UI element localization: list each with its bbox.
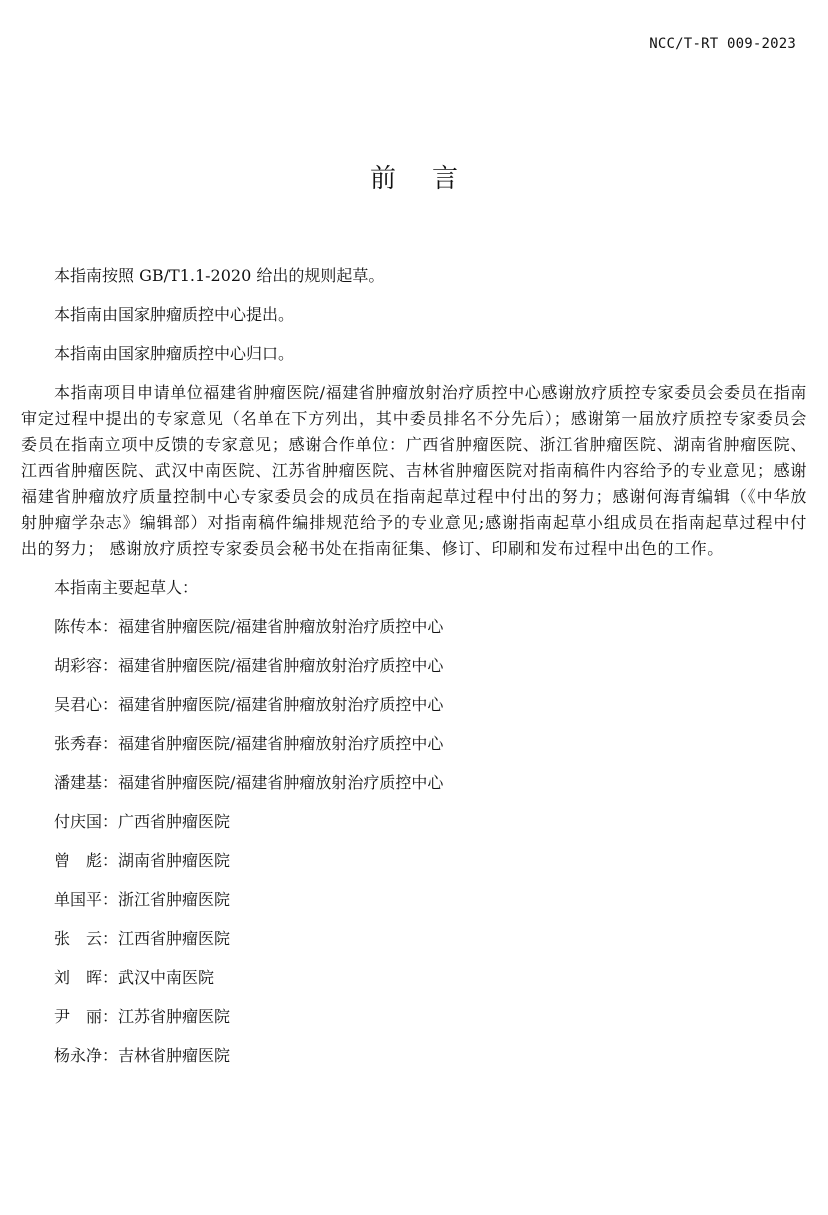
drafter-org: 江苏省肿瘤医院 [118, 1007, 231, 1026]
document-body [21, 263, 807, 1082]
drafter-name: 付庆国： [54, 812, 119, 831]
drafter-item [21, 809, 807, 835]
drafter-item [21, 614, 807, 640]
drafter-name: 张秀春： [54, 734, 119, 753]
drafter-item [21, 965, 807, 991]
drafter-name: 陈传本： [54, 617, 119, 636]
drafter-org: 湖南省肿瘤医院 [118, 851, 231, 870]
drafter-name: 单国平： [54, 890, 119, 909]
drafter-name: 张 云： [54, 929, 119, 948]
drafter-item [21, 1043, 807, 1069]
drafter-org: 吉林省肿瘤医院 [118, 1046, 231, 1065]
drafter-org: 福建省肿瘤医院/福建省肿瘤放射治疗质控中心 [118, 773, 444, 792]
drafter-item [21, 1004, 807, 1030]
drafter-list [21, 614, 807, 1069]
paragraph-drafting-rules: 本指南按照 GB/T1.1-2020 给出的规则起草。 [54, 266, 385, 285]
drafter-item [21, 848, 807, 874]
paragraph-drafters-heading: 本指南主要起草人： [54, 578, 199, 597]
drafter-item [21, 887, 807, 913]
drafter-item [21, 926, 807, 952]
drafter-org: 江西省肿瘤医院 [118, 929, 231, 948]
drafter-org: 广西省肿瘤医院 [118, 812, 231, 831]
drafter-item [21, 653, 807, 679]
drafter-name: 曾 彪： [54, 851, 119, 870]
paragraph-managed-by: 本指南由国家肿瘤质控中心归口。 [54, 344, 295, 363]
drafter-name: 吴君心： [54, 695, 119, 714]
drafter-name: 尹 丽： [54, 1007, 119, 1026]
page-title: 前言 [369, 164, 494, 194]
drafter-org: 福建省肿瘤医院/福建省肿瘤放射治疗质控中心 [118, 695, 444, 714]
drafter-org: 福建省肿瘤医院/福建省肿瘤放射治疗质控中心 [118, 656, 444, 675]
drafter-item [21, 692, 807, 718]
drafter-name: 刘 晖： [54, 968, 119, 987]
drafter-item [21, 731, 807, 757]
drafter-org: 武汉中南医院 [118, 968, 215, 987]
paragraph-acknowledgements: 本指南项目申请单位福建省肿瘤医院/福建省肿瘤放射治疗质控中心感谢放疗质控专家委员会委员在指南审定过程中提出的专家意见（名单在下方列出，其中委员排名不分先后）；感谢第一届放疗质控专家委员会委员在指南立项中反馈的专家意见；感谢合作单位：广西省肿瘤医院、浙江省肿瘤医院、湖南省肿瘤医院、江西省肿瘤医院、武汉中南医院、江苏省肿瘤医院、吉林省肿瘤医院对指南稿件内容给予的专业意见；感谢福建省肿瘤放疗质量控制中心专家委员会的成员在指南起草过程中付出的努力；感谢何海青编辑（《中华放射肿瘤学杂志》编辑部）对指南稿件编排规范给予的专业意见;感谢指南起草小组成员在指南起草过程中付出的努力； 感谢放疗质控专家委员会秘书处在指南征集、修订、印刷和发布过程中出色的工作。 [21, 383, 807, 558]
drafter-item [21, 770, 807, 796]
drafter-org: 福建省肿瘤医院/福建省肿瘤放射治疗质控中心 [118, 617, 444, 636]
drafter-org: 福建省肿瘤医院/福建省肿瘤放射治疗质控中心 [118, 734, 444, 753]
paragraph-proposed-by: 本指南由国家肿瘤质控中心提出。 [54, 305, 295, 324]
drafter-name: 杨永净： [54, 1046, 119, 1065]
drafter-name: 胡彩容： [54, 656, 119, 675]
drafter-name: 潘建基： [54, 773, 119, 792]
document-code: NCC/T-RT 009-2023 [649, 36, 796, 52]
drafter-org: 浙江省肿瘤医院 [118, 890, 231, 909]
